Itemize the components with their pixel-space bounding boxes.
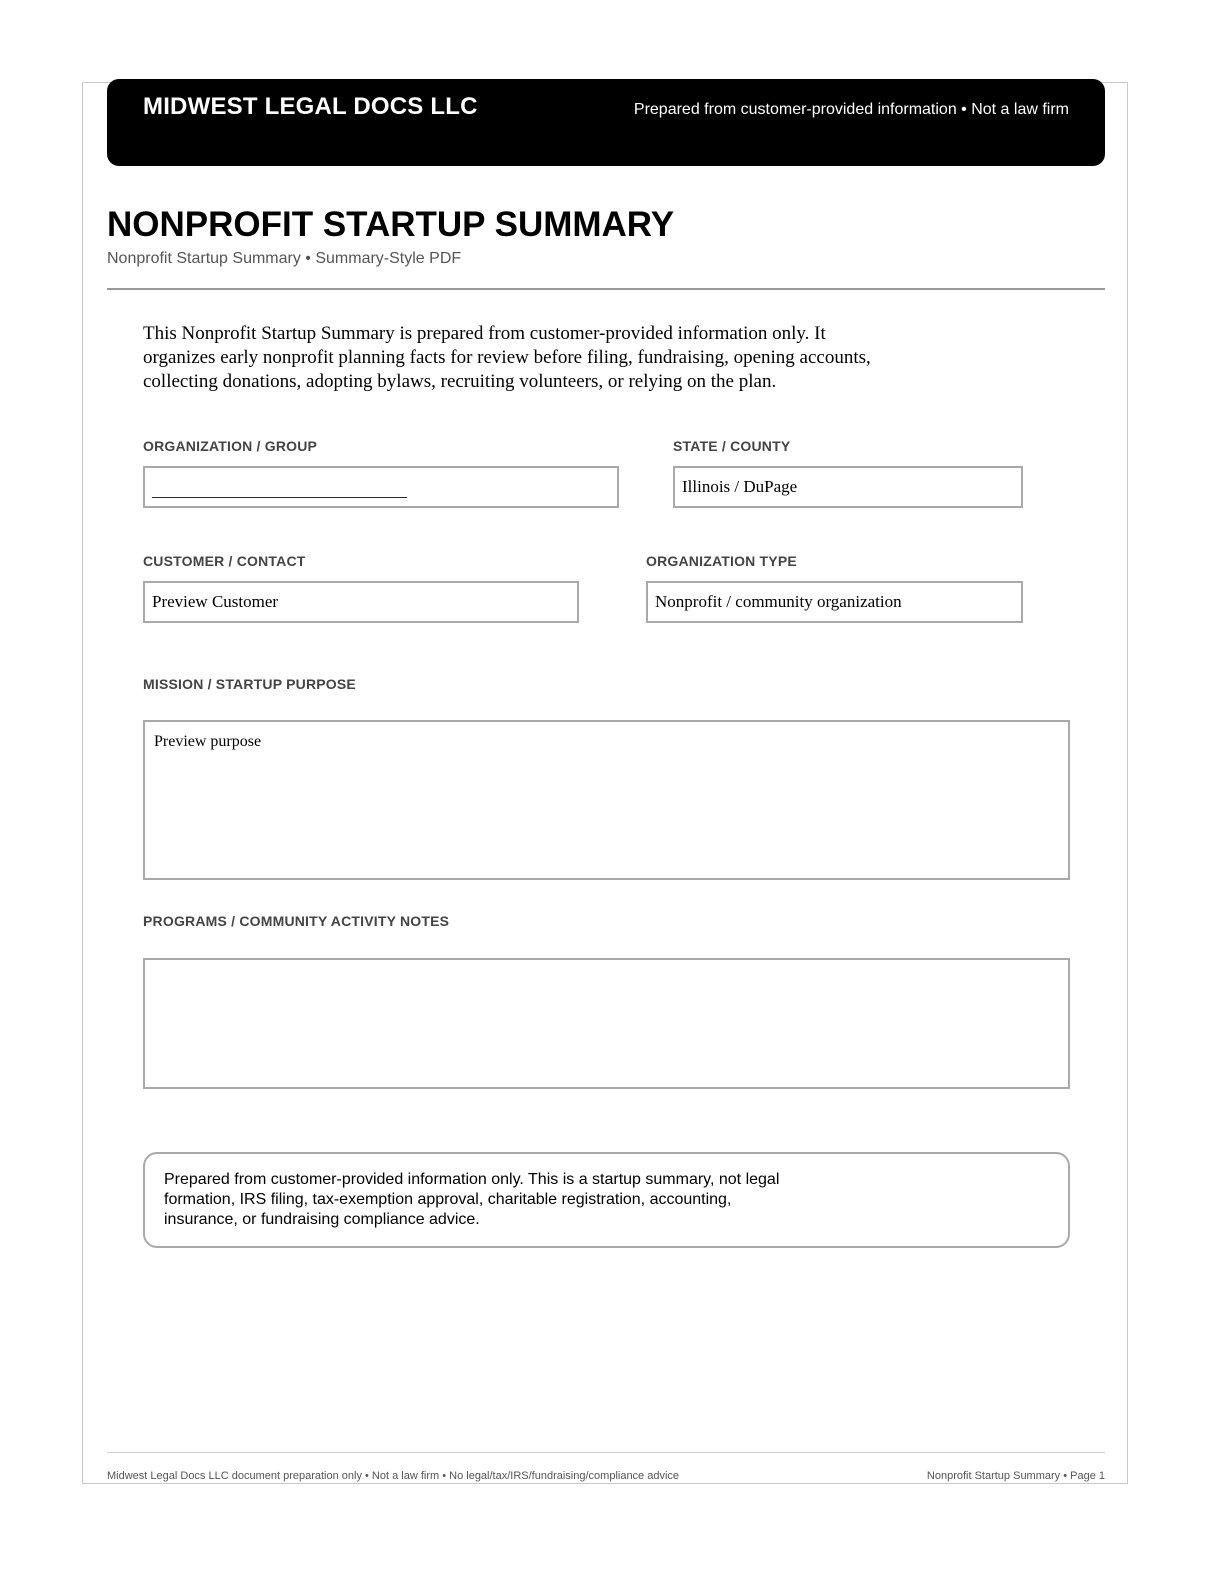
organization-label: ORGANIZATION / GROUP [143, 438, 318, 454]
document-subtitle: Nonprofit Startup Summary • Summary-Style PDF [107, 250, 462, 267]
title-divider [107, 288, 1105, 290]
intro-paragraph: This Nonprofit Startup Summary is prepared from customer-provided information only. It organizes early nonprofit planning facts for review before filing, fundraising, opening accounts, collecting donations, adopting bylaws, recruiting volunteers, or relying on the plan. [143, 323, 871, 392]
programs-field[interactable] [143, 958, 1070, 1089]
footer-page-info: Nonprofit Startup Summary • Page 1 [926, 1470, 1105, 1482]
customer-field[interactable]: Preview Customer [143, 581, 579, 623]
org-type-field[interactable]: Nonprofit / community organization [646, 581, 1023, 623]
state-county-field[interactable]: Illinois / DuPage [673, 466, 1023, 508]
mission-field[interactable]: Preview purpose [143, 720, 1070, 880]
state-county-label: STATE / COUNTY [673, 438, 791, 454]
header-tagline: Prepared from customer-provided information • Not a law firm [633, 101, 1069, 118]
disclaimer-text: Prepared from customer-provided information only. This is a startup summary, not legal formation, IRS filing, tax-exemption approval, charitable registration, accounting, insurance, or fundraising compliance advice. [164, 1171, 780, 1228]
header-band [107, 79, 1105, 166]
brand-name: MIDWEST LEGAL DOCS LLC [143, 93, 478, 120]
organization-field[interactable]: ______________________________ [143, 466, 619, 508]
org-type-label: ORGANIZATION TYPE [646, 553, 797, 569]
customer-label: CUSTOMER / CONTACT [143, 553, 306, 569]
document-title: NONPROFIT STARTUP SUMMARY [107, 205, 675, 244]
disclaimer-notice [143, 1152, 1070, 1248]
programs-label: PROGRAMS / COMMUNITY ACTIVITY NOTES [143, 913, 450, 929]
footer-divider [107, 1452, 1105, 1453]
footer-disclaimer: Midwest Legal Docs LLC document preparation only • Not a law firm • No legal/tax/IRS/fundraising/compliance advice [107, 1470, 680, 1482]
mission-label: MISSION / STARTUP PURPOSE [143, 676, 356, 692]
